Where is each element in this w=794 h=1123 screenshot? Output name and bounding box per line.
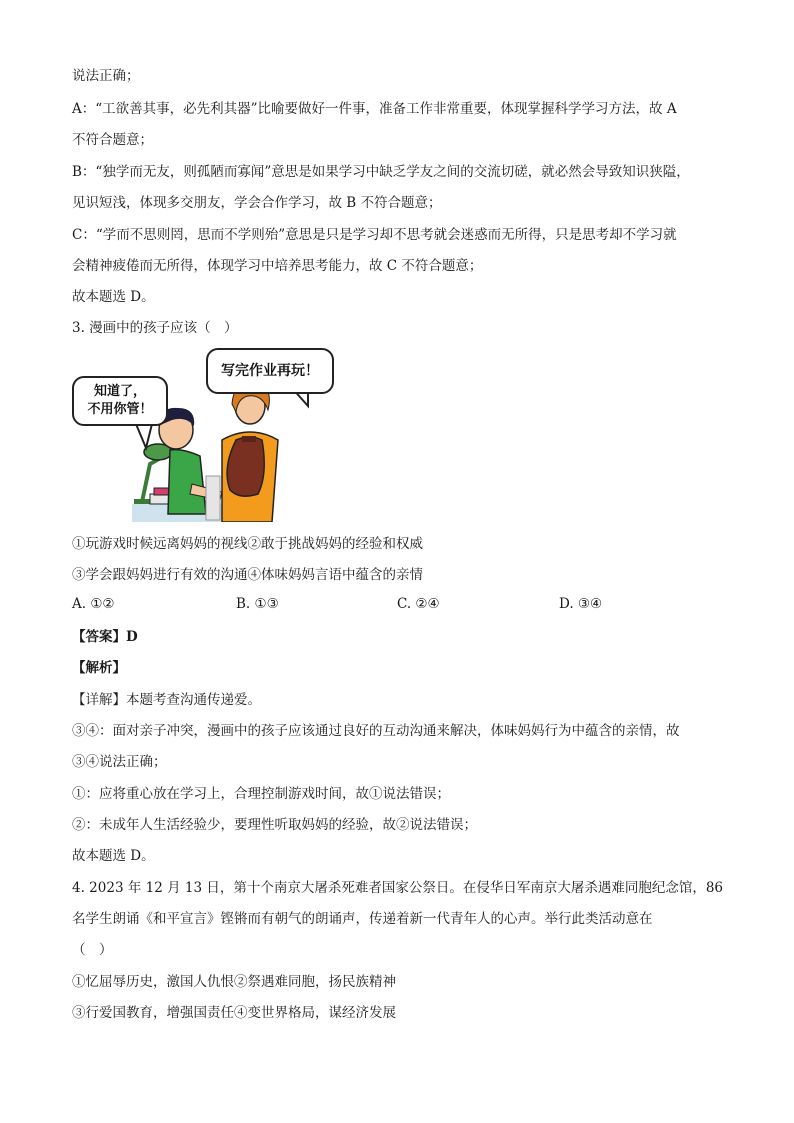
analysis-label: 【解析】: [72, 660, 126, 676]
text-line: 会精神疲倦而无所得，体现学习中培养思考能力，故 C 不符合题意；: [72, 258, 483, 274]
chair-shape: [206, 476, 220, 520]
options-row: [72, 596, 732, 616]
mom-speech-bubble: 写完作业再玩！: [206, 348, 334, 394]
kid-bubble-tail: [136, 424, 152, 448]
question-4-stem: 4. 2023 年 12 月 13 日，第十个南京大屠杀死难者国家公祭日。在侵华日军南京大屠杀遇难同胞纪念馆，86: [72, 880, 724, 896]
choice-line: ③行爱国教育，增强国责任④变世界格局，谋经济发展: [72, 1005, 396, 1021]
explanation-line: ③④说法正确；: [72, 754, 167, 770]
text-line: 故本题选 D。: [72, 289, 155, 305]
text-line: 不符合题意；: [72, 132, 153, 148]
jacket-shape: [227, 437, 264, 496]
choice-line: ①忆屈辱历史，激国人仇恨②祭遇难同胞，扬民族精神: [72, 974, 396, 990]
option-b: B. ①③: [236, 596, 279, 612]
option-a: A. ①②: [72, 596, 115, 612]
cartoon-illustration: [72, 344, 340, 522]
explanation-line: ②：未成年人生活经验少，要理性听取妈妈的经验，故②说法错误；: [72, 817, 477, 833]
choice-line: ①玩游戏时候远离妈妈的视线②敢于挑战妈妈的经验和权威: [72, 536, 423, 552]
kid-shirt: [168, 450, 206, 514]
text-line: 见识短浅，体现多交朋友，学会合作学习，故 B 不符合题意；: [72, 195, 442, 211]
kid-speech-line: 知道了，: [93, 384, 146, 399]
question-4-stem: （ ）: [72, 942, 113, 958]
hanger-shape: [242, 436, 256, 442]
answer-label: 【答案】D: [72, 629, 138, 645]
kid-speech-line: 不用你管！: [87, 402, 153, 417]
text-line: B：“独学而无友，则孤陋而寡闻”意思是如果学习中缺乏学友之间的交流切磋，就必然会导致知识狭隘，: [72, 164, 690, 180]
text-line: A：“工欲善其事，必先利其器”比喻要做好一件事，准备工作非常重要，体现掌握科学学习方法，故 A: [72, 101, 677, 117]
option-d: D. ③④: [559, 596, 603, 612]
detail-line: 【详解】本题考查沟通传递爱。: [72, 692, 261, 708]
option-c: C. ②④: [397, 596, 440, 612]
question-4-stem: 名学生朗诵《和平宣言》铿锵而有朝气的朗诵声，传递着新一代青年人的心声。举行此类活动意在: [72, 911, 653, 927]
text-line: 说法正确；: [72, 68, 140, 84]
conclusion-line: 故本题选 D。: [72, 848, 155, 864]
choice-line: ③学会跟妈妈进行有效的沟通④体味妈妈言语中蕴含的亲情: [72, 567, 423, 583]
question-3-stem: 3. 漫画中的孩子应该（ ）: [72, 320, 238, 336]
explanation-line: ①：应将重心放在学习上，合理控制游戏时间，故①说法错误；: [72, 786, 450, 802]
explanation-line: ③④：面对亲子冲突，漫画中的孩子应该通过良好的互动沟通来解决，体味妈妈行为中蕴含的亲情，故: [72, 723, 680, 739]
kid-speech-bubble: [72, 376, 168, 426]
text-line: C：“学而不思则罔，思而不学则殆”意思是只是学习却不思考就会迷惑而无所得，只是思考却不学习就: [72, 227, 677, 243]
